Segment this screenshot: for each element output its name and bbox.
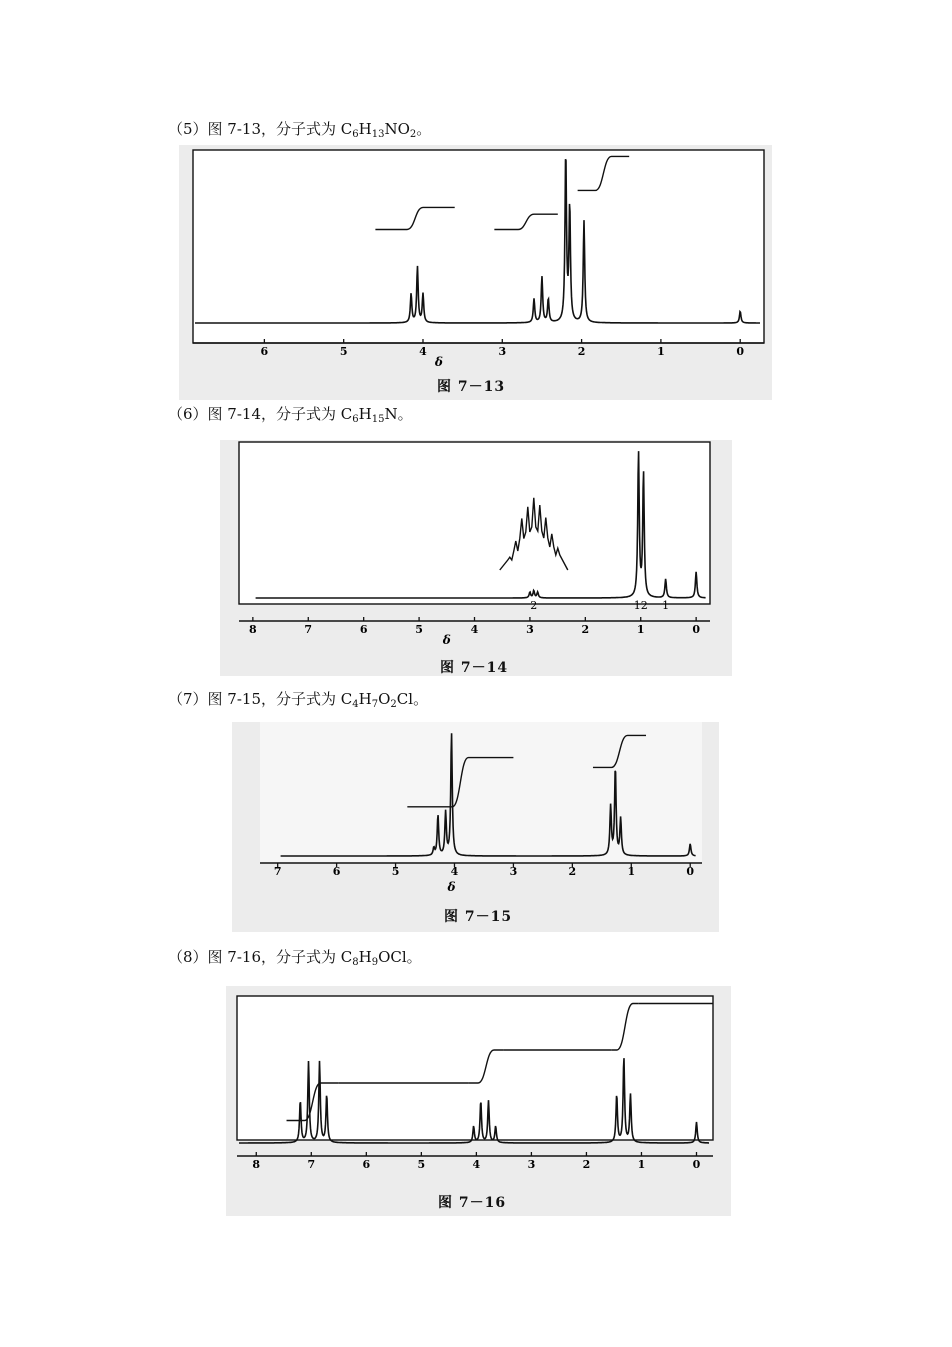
formula-part: C [340, 690, 353, 708]
x-tick-label: 4 [472, 1158, 481, 1171]
x-tick-label: 4 [450, 865, 459, 878]
x-tick-label: 3 [526, 623, 534, 636]
formula-subscript: 15 [371, 414, 385, 425]
formula-part: O [378, 690, 391, 708]
problem-heading-7 [168, 689, 428, 709]
formula-subscript: 8 [352, 957, 359, 968]
x-tick-label: 6 [260, 345, 269, 358]
x-tick-label: 7 [304, 623, 313, 636]
problem-heading-5 [168, 119, 431, 139]
formula-part: C [340, 405, 353, 423]
problem-prefix: （7）图 7-15，分子式为 [168, 690, 341, 708]
figure-caption: 图 7－16 [438, 1195, 507, 1211]
x-tick-label: 1 [637, 1158, 646, 1171]
formula-subscript: 13 [371, 129, 385, 140]
plot-area [260, 722, 702, 863]
molecular-formula [341, 690, 428, 708]
x-tick-label: 3 [509, 865, 518, 878]
problem-prefix: （6）图 7-14，分子式为 [168, 405, 341, 423]
nmr-spectrum-chart [220, 440, 732, 676]
formula-part: 。 [416, 120, 432, 138]
plot-frame [193, 150, 764, 343]
x-tick-label: 0 [736, 345, 745, 358]
formula-part: H [358, 690, 372, 708]
formula-part: NO [384, 120, 410, 138]
formula-subscript: 9 [371, 957, 379, 968]
nmr-spectrum-chart [179, 145, 772, 400]
x-tick-label: 5 [391, 865, 400, 878]
formula-part: OCl。 [378, 948, 422, 966]
formula-part: H [358, 948, 372, 966]
integral-label: 1 [662, 599, 670, 612]
formula-subscript: 2 [409, 129, 417, 140]
x-tick-label: 6 [332, 865, 341, 878]
x-tick-label: 0 [686, 865, 695, 878]
x-tick-label: 7 [273, 865, 282, 878]
x-axis-label: δ [434, 355, 443, 369]
x-tick-label: 8 [252, 1158, 261, 1171]
problem-prefix: （5）图 7-13，分子式为 [168, 120, 341, 138]
figure-caption: 图 7－15 [444, 909, 513, 925]
problem-prefix: （8）图 7-16，分子式为 [168, 948, 341, 966]
x-tick-label: 5 [339, 345, 348, 358]
molecular-formula [341, 405, 413, 423]
figure-7-16 [226, 986, 731, 1216]
x-tick-label: 5 [415, 623, 423, 636]
x-tick-label: 2 [581, 623, 590, 636]
x-tick-label: 4 [419, 345, 427, 358]
x-tick-label: 7 [307, 1158, 316, 1171]
x-tick-label: 3 [527, 1158, 536, 1171]
x-tick-label: 0 [692, 1158, 701, 1171]
formula-part: Cl。 [396, 690, 429, 708]
formula-subscript: 2 [390, 699, 397, 710]
integral-label: 2 [530, 599, 538, 612]
nmr-spectrum-chart [226, 986, 731, 1216]
x-tick-label: 4 [470, 623, 479, 636]
x-tick-label: 1 [627, 865, 636, 878]
x-tick-label: 2 [577, 345, 586, 358]
formula-part: C [340, 948, 353, 966]
formula-subscript: 6 [352, 414, 359, 425]
molecular-formula [341, 948, 422, 966]
x-axis-label: δ [447, 880, 456, 894]
x-tick-label: 5 [417, 1158, 426, 1171]
x-tick-label: 6 [362, 1158, 371, 1171]
x-tick-label: 1 [657, 345, 665, 358]
formula-part: N。 [384, 405, 413, 423]
figure-7-15 [232, 722, 719, 932]
problem-heading-6 [168, 404, 413, 424]
formula-subscript: 4 [352, 699, 359, 710]
x-tick-label: 6 [359, 623, 368, 636]
problem-heading-8 [168, 947, 422, 967]
figure-caption: 图 7－13 [437, 379, 506, 395]
x-axis-label: δ [442, 633, 451, 647]
figure-caption: 图 7－14 [440, 660, 509, 676]
integral-label: 12 [633, 599, 648, 612]
formula-subscript: 7 [371, 699, 379, 710]
molecular-formula [341, 120, 432, 138]
nmr-spectrum-chart [232, 722, 719, 932]
x-tick-label: 3 [498, 345, 507, 358]
formula-part: C [340, 120, 353, 138]
figure-7-13 [179, 145, 772, 400]
formula-part: H [358, 405, 372, 423]
x-tick-label: 2 [568, 865, 577, 878]
figure-7-14 [220, 440, 732, 676]
x-tick-label: 0 [692, 623, 700, 636]
formula-part: H [358, 120, 372, 138]
x-tick-label: 8 [249, 623, 257, 636]
x-tick-label: 2 [582, 1158, 591, 1171]
formula-subscript: 6 [352, 129, 359, 140]
x-tick-label: 1 [636, 623, 645, 636]
